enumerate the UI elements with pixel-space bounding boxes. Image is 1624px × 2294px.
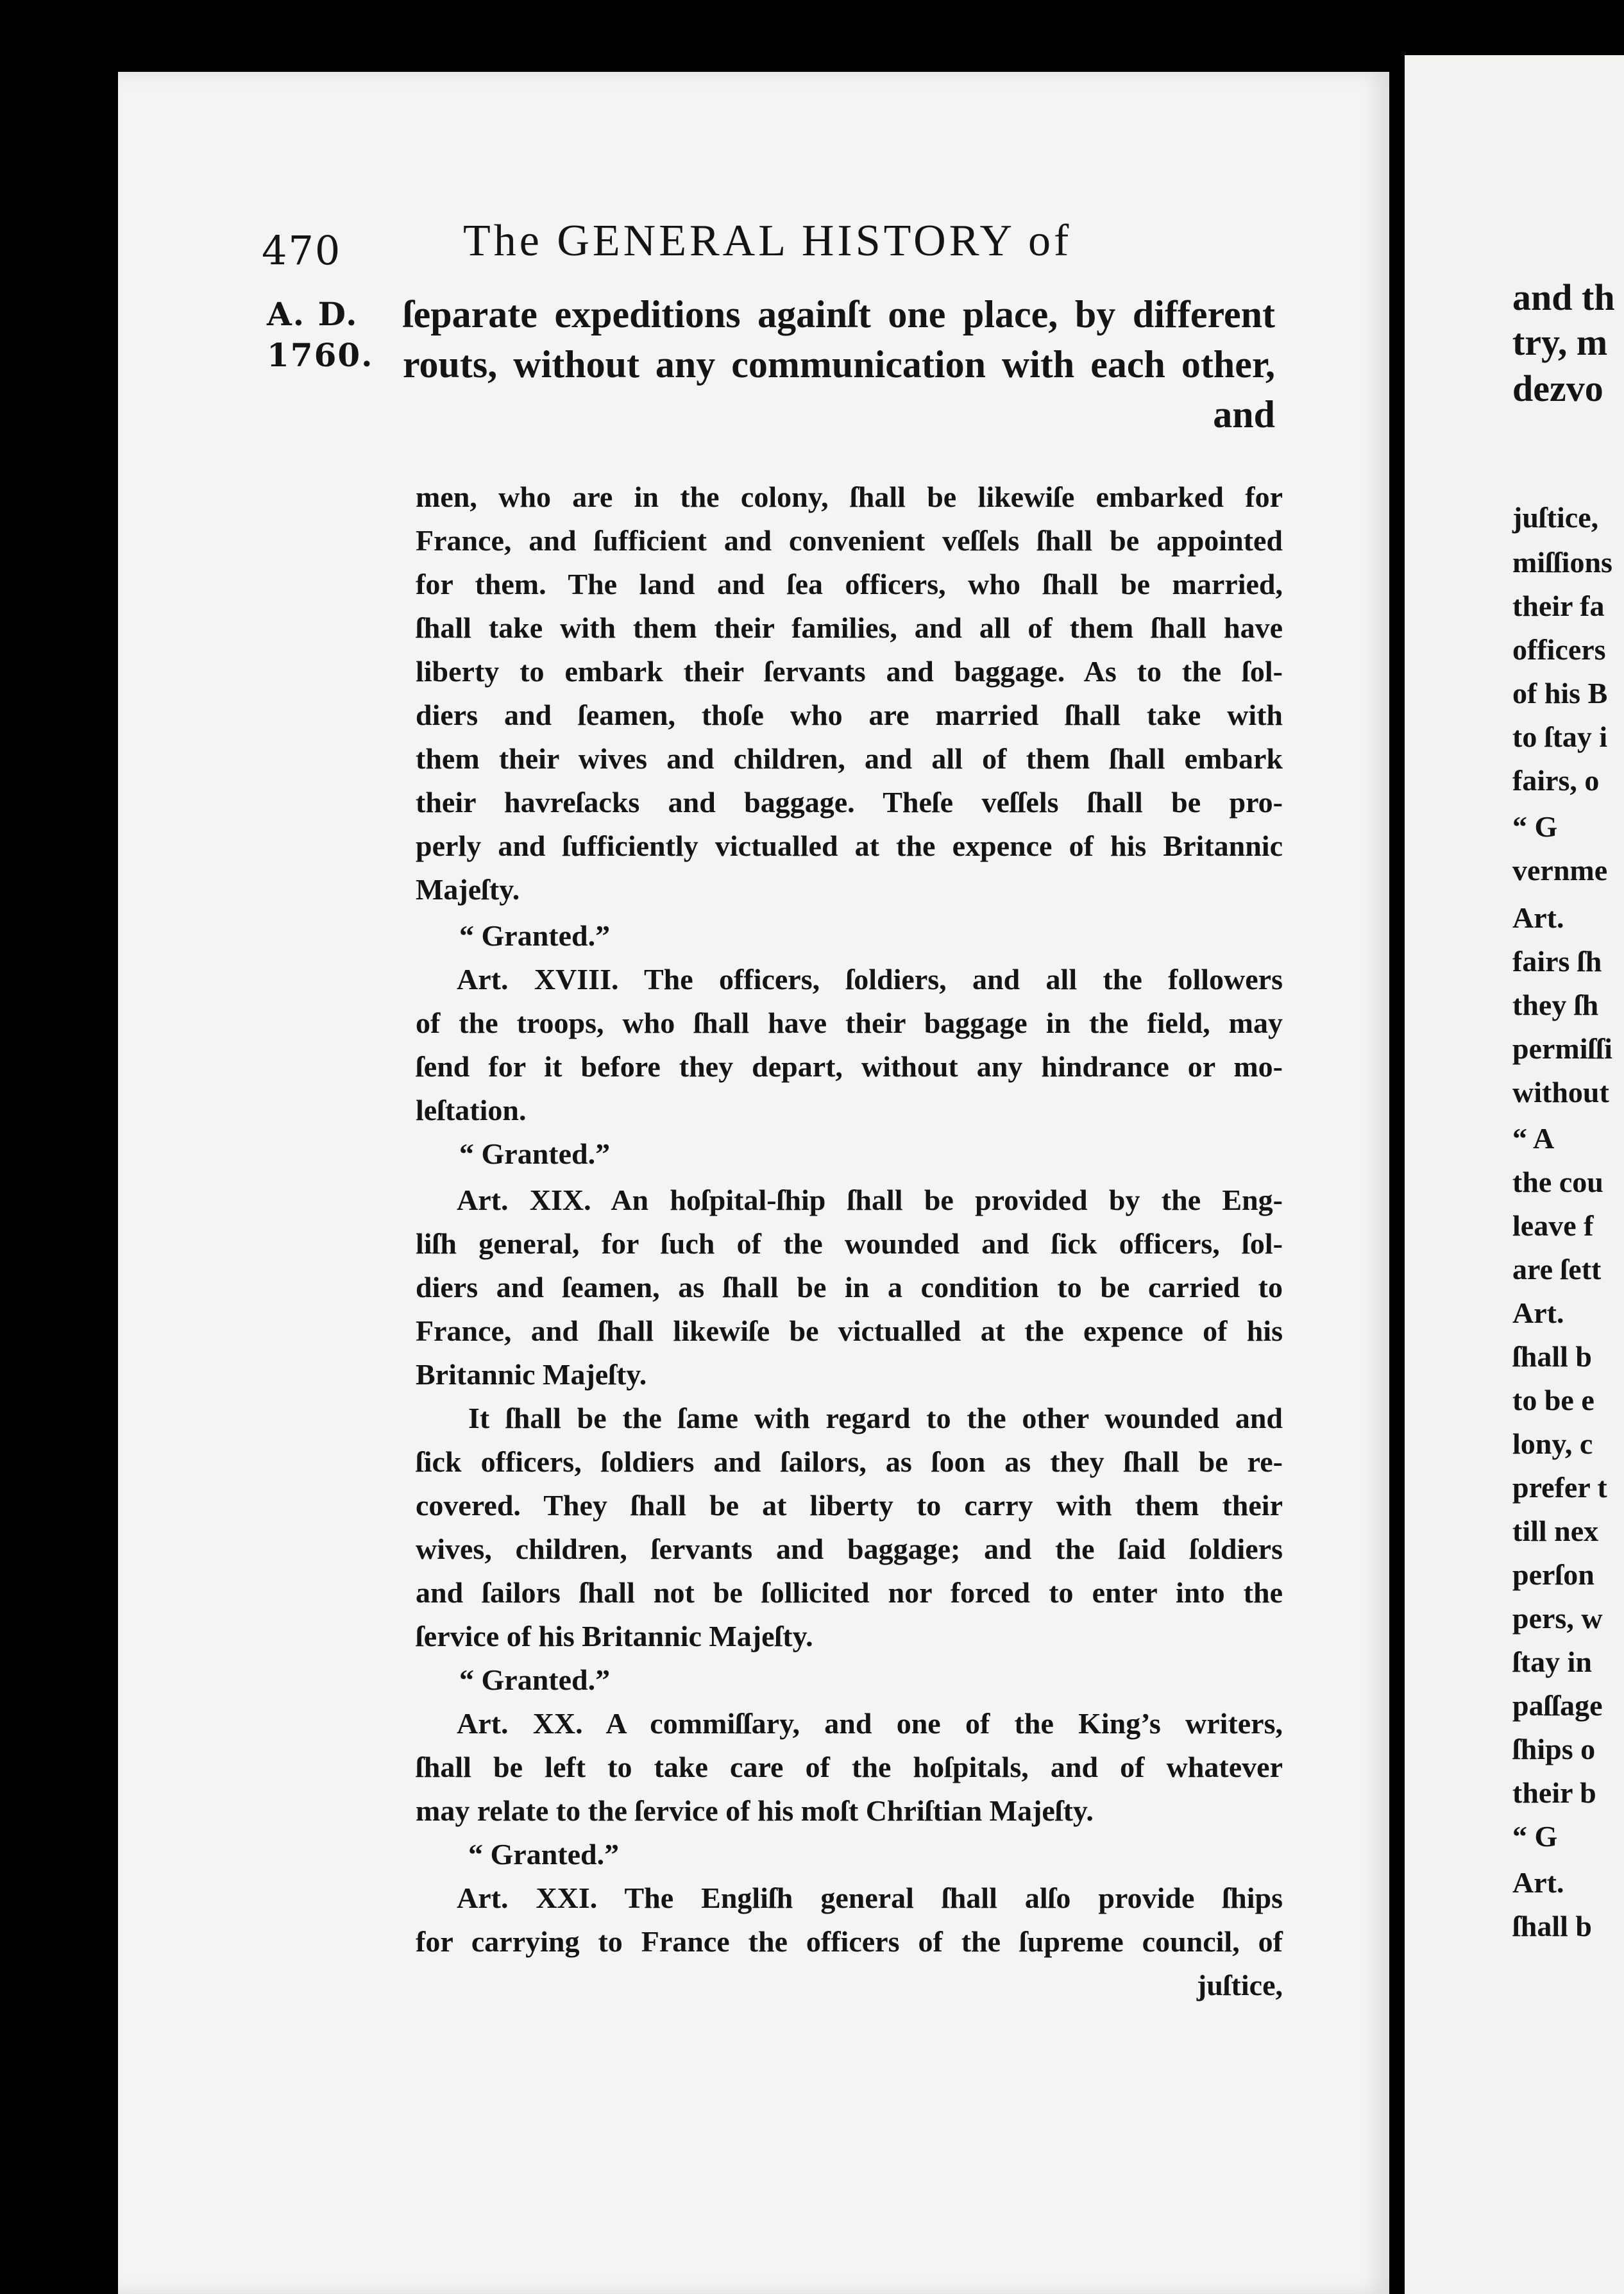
- right-page-line: Art.: [1512, 901, 1564, 934]
- right-page-line: without: [1512, 1076, 1609, 1109]
- body-line: ſick officers, ſoldiers and ſailors, as ſoon as they ſhall be re-: [416, 1445, 1283, 1478]
- right-page-line: paſſage: [1512, 1689, 1603, 1722]
- right-page-line: they ſh: [1512, 989, 1599, 1021]
- right-page-line: till nex: [1512, 1515, 1599, 1547]
- right-page-line: try, m: [1512, 321, 1608, 363]
- body-line: them their wives and children, and all of them ſhall embark: [416, 742, 1283, 775]
- right-page-line: “ G: [1512, 1820, 1558, 1853]
- right-page-line: the cou: [1512, 1166, 1603, 1198]
- body-line: liberty to embark their ſervants and baggage. As to the ſol-: [416, 655, 1283, 688]
- body-line: covered. They ſhall be at liberty to carry with them their: [416, 1489, 1283, 1522]
- margin-note-year: 1760.: [267, 336, 374, 374]
- right-page-line: officers: [1512, 633, 1606, 666]
- right-page-line: perſon: [1512, 1558, 1594, 1591]
- right-page-line: of his B: [1512, 677, 1608, 709]
- body-line: Majeſty.: [416, 873, 520, 906]
- right-page-line: prefer t: [1512, 1471, 1607, 1504]
- page-number: 470: [262, 227, 342, 274]
- body-line: for carrying to France the officers of the ſupreme council, of: [416, 1925, 1283, 1958]
- right-page-line: lony, c: [1512, 1427, 1593, 1460]
- right-page-line: leave f: [1512, 1209, 1594, 1242]
- body-line: diers and ſeamen, as ſhall be in a condition to be carried to: [416, 1271, 1283, 1304]
- body-line: of the troops, who ſhall have their baggage in the field, may: [416, 1007, 1283, 1039]
- body-line: “ Granted.”: [459, 1663, 611, 1696]
- body-line: men, who are in the colony, ſhall be likewiſe embarked for: [416, 480, 1283, 513]
- right-page-line: ſhall b: [1512, 1910, 1593, 1942]
- body-line: ſervice of his Britannic Majeſty.: [416, 1620, 813, 1653]
- right-page-line: “ G: [1512, 810, 1558, 843]
- body-line: Art. XIX. An hoſpital-ſhip ſhall be provided by the Eng-: [457, 1184, 1283, 1216]
- right-page-line: dezvo: [1512, 368, 1603, 409]
- right-page-line: vernme: [1512, 854, 1608, 887]
- body-line: liſh general, for ſuch of the wounded and ſick officers, ſol-: [416, 1227, 1283, 1260]
- right-page-line: ſtay in: [1512, 1645, 1592, 1678]
- right-page-line: are ſett: [1512, 1253, 1602, 1286]
- right-page-line: “ A: [1512, 1122, 1555, 1155]
- heading-line: routs, without any communication with each other,: [403, 343, 1275, 386]
- right-page-line: to be e: [1512, 1384, 1594, 1416]
- right-page-line: juſtice,: [1512, 501, 1599, 534]
- body-line: It ſhall be the ſame with regard to the other wounded and: [468, 1402, 1283, 1434]
- right-page-line: pers, w: [1512, 1602, 1603, 1635]
- body-line: Art. XX. A commiſſary, and one of the King’s writers,: [457, 1707, 1283, 1740]
- right-page-line: their fa: [1512, 590, 1605, 622]
- body-line: and ſailors ſhall not be ſollicited nor forced to enter into the: [416, 1576, 1283, 1609]
- body-line: ſend for it before they depart, without any hindrance or mo-: [416, 1050, 1283, 1083]
- body-line: their havreſacks and baggage. Theſe veſſels ſhall be pro-: [416, 786, 1283, 819]
- body-line: ſhall be left to take care of the hoſpitals, and of whatever: [416, 1751, 1283, 1783]
- body-line: France, and ſufficient and convenient veſſels ſhall be appointed: [416, 524, 1283, 557]
- right-page-line: ſhall b: [1512, 1340, 1593, 1373]
- right-page-line: fairs ſh: [1512, 945, 1602, 978]
- body-line: leſtation.: [416, 1094, 527, 1126]
- body-line: juſtice,: [1196, 1969, 1283, 2001]
- body-line: “ Granted.”: [468, 1838, 620, 1871]
- body-line: may relate to the ſervice of his moſt Chriſtian Majeſty.: [416, 1794, 1094, 1827]
- body-line: “ Granted.”: [459, 1137, 611, 1170]
- right-page-line: and th: [1512, 276, 1615, 318]
- body-line: “ Granted.”: [459, 919, 611, 952]
- body-line: Art. XVIII. The officers, ſoldiers, and all the followers: [457, 963, 1283, 996]
- right-page-line: to ſtay i: [1512, 720, 1608, 753]
- heading-line: and: [1213, 393, 1275, 436]
- body-line: Britannic Majeſty.: [416, 1358, 647, 1391]
- body-line: France, and ſhall likewiſe be victualled at the expence of his: [416, 1314, 1283, 1347]
- heading-line: ſeparate expeditions againſt one place, by different: [403, 293, 1275, 336]
- margin-note-ad: A. D.: [267, 295, 359, 333]
- right-page-line: their b: [1512, 1776, 1596, 1809]
- body-line: perly and ſufficiently victualled at the expence of his Britannic: [416, 829, 1283, 862]
- body-line: ſhall take with them their families, and all of them ſhall have: [416, 611, 1283, 644]
- right-page-line: Art.: [1512, 1866, 1564, 1899]
- right-page-line: fairs, o: [1512, 764, 1600, 797]
- body-line: for them. The land and ſea officers, who ſhall be married,: [416, 568, 1283, 600]
- body-line: diers and ſeamen, thoſe who are married ſhall take with: [416, 699, 1283, 731]
- right-page-line: miſſions: [1512, 546, 1612, 579]
- right-page-line: ſhips o: [1512, 1733, 1596, 1765]
- right-page-line: permiſſi: [1512, 1032, 1612, 1065]
- body-line: Art. XXI. The Engliſh general ſhall alſo provide ſhips: [457, 1882, 1283, 1914]
- body-line: wives, children, ſervants and baggage; and the ſaid ſoldiers: [416, 1533, 1283, 1565]
- running-head: The GENERAL HISTORY of: [463, 216, 1072, 266]
- right-page-line: Art.: [1512, 1296, 1564, 1329]
